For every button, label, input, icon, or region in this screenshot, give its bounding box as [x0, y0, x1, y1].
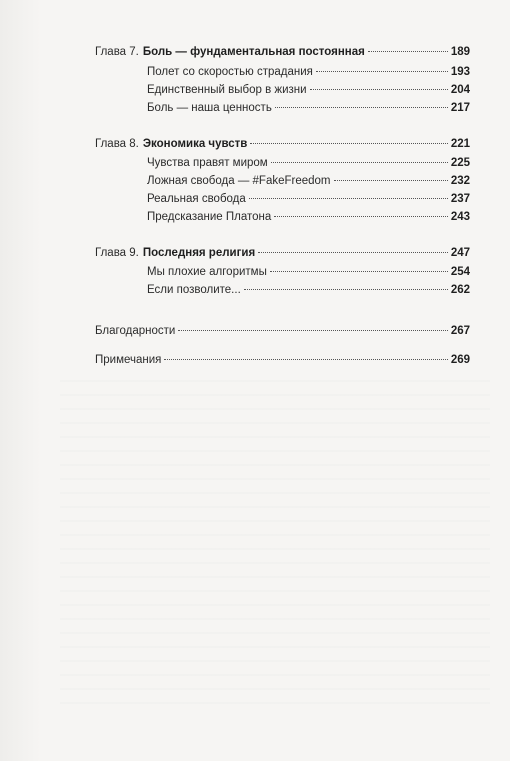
section-title: Единственный выбор в жизни — [147, 84, 307, 96]
page-number: 225 — [450, 157, 470, 169]
dot-leader — [249, 197, 448, 199]
toc-notes[interactable] — [95, 353, 470, 367]
toc-section[interactable] — [147, 265, 470, 279]
toc-chapter-7[interactable] — [95, 45, 470, 59]
dot-leader — [275, 106, 448, 108]
toc-section[interactable] — [147, 83, 470, 97]
section-title: Полет со скоростью страдания — [147, 66, 313, 78]
toc-section[interactable] — [147, 210, 470, 224]
section-title: Предсказание Платона — [147, 211, 272, 223]
section-title: Примечания — [95, 354, 162, 366]
dot-leader — [250, 142, 447, 144]
page-number: 217 — [450, 102, 470, 114]
chapter-title: Экономика чувств — [142, 138, 248, 150]
page-number: 243 — [450, 211, 470, 223]
section-title: Боль — наша ценность — [147, 102, 272, 114]
section-title: Реальная свобода — [147, 193, 246, 205]
section-title: Ложная свобода — #FakeFreedom — [147, 175, 331, 187]
chapter-title: Боль — фундаментальная постоянная — [142, 46, 365, 58]
page-number: 193 — [450, 66, 470, 78]
page-number: 247 — [450, 247, 470, 259]
page-number: 269 — [450, 354, 470, 366]
dot-leader — [258, 251, 448, 253]
dot-leader — [164, 358, 447, 360]
page-number: 267 — [450, 325, 470, 337]
dot-leader — [274, 215, 448, 217]
toc-section[interactable] — [147, 101, 470, 115]
toc-chapter-9[interactable] — [95, 246, 470, 260]
toc-section[interactable] — [147, 156, 470, 170]
dot-leader — [368, 50, 448, 52]
toc-section[interactable] — [147, 65, 470, 79]
page-number: 262 — [450, 284, 470, 296]
chapter-label: Глава 7. — [95, 46, 139, 58]
dot-leader — [334, 179, 448, 181]
section-title: Мы плохие алгоритмы — [147, 266, 267, 278]
toc-section[interactable] — [147, 192, 470, 206]
page-number: 204 — [450, 84, 470, 96]
toc-section[interactable] — [147, 283, 470, 297]
chapter-label: Глава 8. — [95, 138, 139, 150]
toc-section[interactable] — [147, 174, 470, 188]
section-title: Благодарности — [95, 325, 176, 337]
page-number: 232 — [450, 175, 470, 187]
toc-chapter-8[interactable] — [95, 137, 470, 151]
section-title: Если позволите... — [147, 284, 241, 296]
toc-acknowledgements[interactable] — [95, 324, 470, 338]
dot-leader — [271, 161, 448, 163]
dot-leader — [310, 88, 448, 90]
page-number: 254 — [450, 266, 470, 278]
page-number: 189 — [450, 46, 470, 58]
chapter-label: Глава 9. — [95, 247, 139, 259]
dot-leader — [178, 329, 448, 331]
show-through-text — [60, 380, 490, 710]
dot-leader — [244, 288, 448, 290]
dot-leader — [316, 70, 448, 72]
page-number: 221 — [450, 138, 470, 150]
dot-leader — [270, 270, 448, 272]
chapter-title: Последняя религия — [142, 247, 256, 259]
section-title: Чувства правят миром — [147, 157, 268, 169]
page-number: 237 — [450, 193, 470, 205]
